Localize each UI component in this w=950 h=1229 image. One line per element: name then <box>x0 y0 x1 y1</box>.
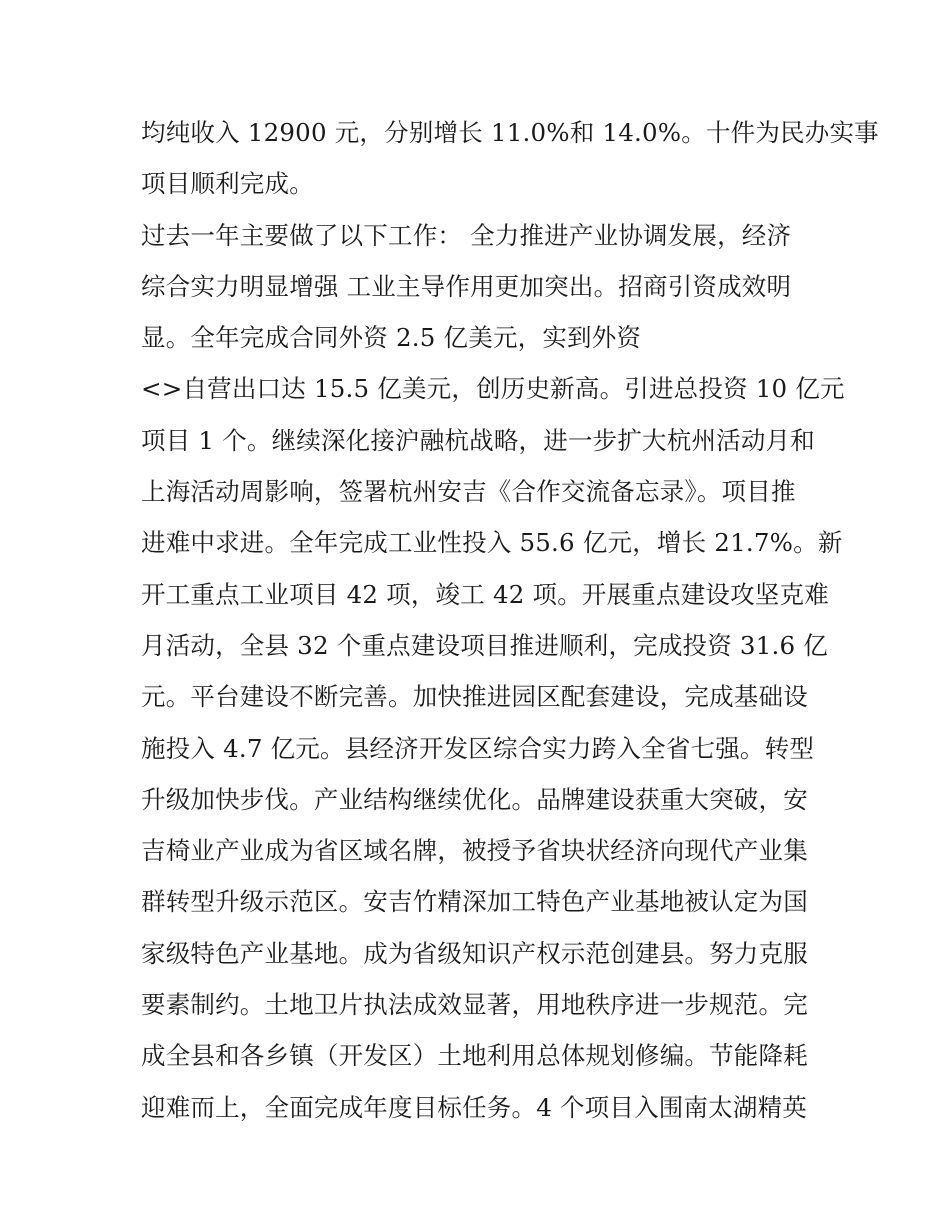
text-line-17: 家级特色产业基地。成为省级知识产权示范创建县。努力克服 <box>141 938 808 968</box>
text-line-13: 施投入 4.7 亿元。县经济开发区综合实力跨入全省七强。转型 <box>141 733 815 763</box>
text-line-6: <>自营出口达 15.5 亿美元，创历史新高。引进总投资 10 亿元 <box>141 374 845 404</box>
text-line-8: 上海活动周影响，签署杭州安吉《合作交流备忘录》。项目推 <box>141 477 796 507</box>
text-line-10: 开工重点工业项目 42 项，竣工 42 项。开展重点建设攻坚克难 <box>141 579 829 609</box>
text-line-20: 迎难而上，全面完成年度目标任务。4 个项目入围南太湖精英 <box>141 1092 807 1122</box>
text-line-7: 项目 1 个。继续深化接沪融杭战略，进一步扩大杭州活动月和 <box>141 425 815 455</box>
text-line-18: 要素制约。土地卫片执法成效显著，用地秩序进一步规范。完 <box>141 990 808 1020</box>
text-line-11: 月活动，全县 32 个重点建设项目推进顺利，完成投资 31.6 亿 <box>141 630 828 660</box>
text-line-9: 进难中求进。全年完成工业性投入 55.6 亿元，增长 21.7%。新 <box>141 528 843 558</box>
text-line-19: 成全县和各乡镇（开发区）土地利用总体规划修编。节能降耗 <box>141 1041 808 1071</box>
text-line-16: 群转型升级示范区。安吉竹精深加工特色产业基地被认定为国 <box>141 887 808 917</box>
text-line-2: 项目顺利完成。 <box>141 169 314 199</box>
text-line-14: 升级加快步伐。产业结构继续优化。品牌建设获重大突破，安 <box>141 784 808 814</box>
text-line-5: 显。全年完成合同外资 2.5 亿美元，实到外资 <box>141 323 642 353</box>
text-line-3: 过去一年主要做了以下工作： 全力推进产业协调发展，经济 <box>141 220 792 250</box>
body-text <box>141 107 879 1133</box>
text-line-1: 均纯收入 12900 元，分别增长 11.0%和 14.0%。十件为民办实事 <box>141 118 879 147</box>
text-line-15: 吉椅业产业成为省区域名牌，被授予省块状经济向现代产业集 <box>141 836 808 866</box>
text-line-4: 综合实力明显增强 工业主导作用更加突出。招商引资成效明 <box>141 271 792 301</box>
text-line-12: 元。平台建设不断完善。加快推进园区配套建设，完成基础设 <box>141 682 808 712</box>
